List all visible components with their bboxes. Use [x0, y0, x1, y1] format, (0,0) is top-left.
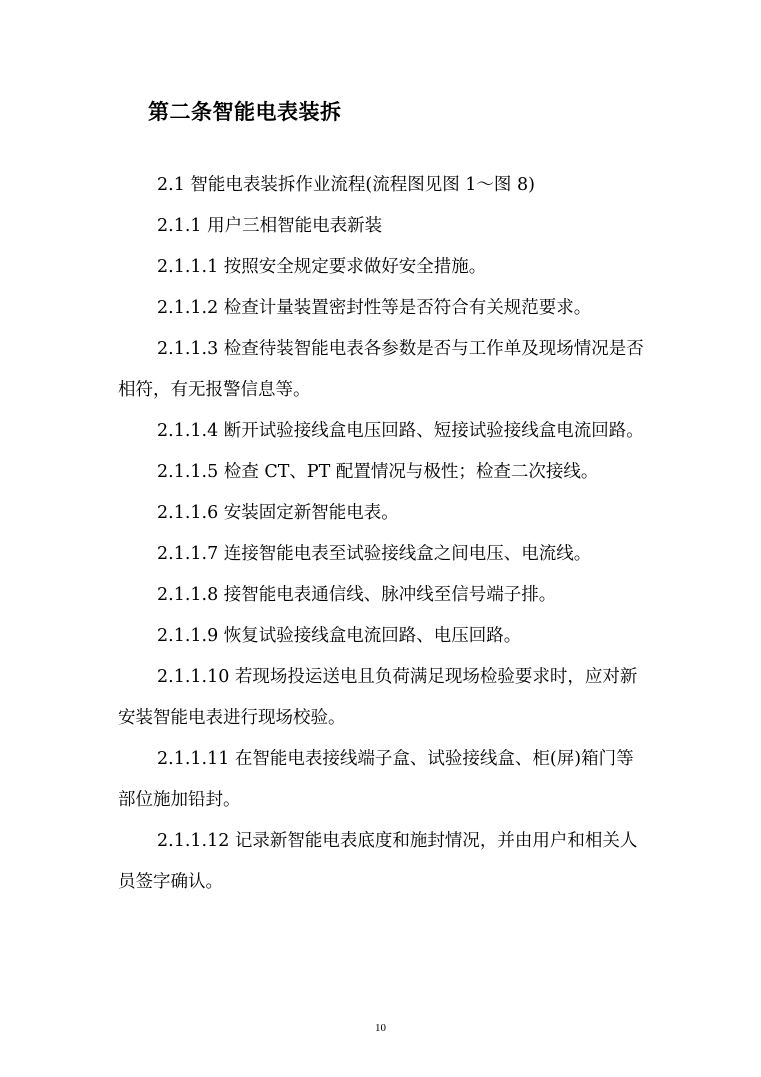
- document-body: [118, 165, 648, 903]
- paragraph-2-1-1-1: 2.1.1.1 按照安全规定要求做好安全措施。: [157, 257, 487, 277]
- paragraph-2-1-1-9: 2.1.1.9 恢复试验接线盒电流回路、电压回路。: [157, 626, 522, 646]
- paragraph-2-1-1: 2.1.1 用户三相智能电表新装: [157, 216, 383, 236]
- section-title: 第二条智能电表装拆: [148, 100, 342, 124]
- paragraph-2-1-1-11: 2.1.1.11 在智能电表接线端子盒、试验接线盒、柜(屏)箱门等部位施加铅封。: [118, 749, 634, 810]
- paragraph-2-1-1-8: 2.1.1.8 接智能电表通信线、脉冲线至信号端子排。: [157, 585, 557, 605]
- paragraph-2-1-1-3: 2.1.1.3 检查待装智能电表各参数是否与工作单及现场情况是否相符，有无报警信息等。: [118, 339, 644, 400]
- paragraph-2-1-1-7: 2.1.1.7 连接智能电表至试验接线盒之间电压、电流线。: [157, 544, 592, 564]
- paragraph-2-1-1-4: 2.1.1.4 断开试验接线盒电压回路、短接试验接线盒电流回路。: [157, 421, 644, 441]
- paragraph-2-1-1-12: 2.1.1.12 记录新智能电表底度和施封情况，并由用户和相关人员签字确认。: [118, 831, 638, 892]
- paragraph-2-1-1-2: 2.1.1.2 检查计量装置密封性等是否符合有关规范要求。: [157, 298, 592, 318]
- paragraph-2-1-1-5: 2.1.1.5 检查 CT、PT 配置情况与极性；检查二次接线。: [157, 462, 599, 482]
- paragraph-2-1-1-6: 2.1.1.6 安装固定新智能电表。: [157, 503, 399, 523]
- page-number: 10: [375, 1022, 386, 1034]
- paragraph-2-1: 2.1 智能电表装拆作业流程(流程图见图 1～图 8): [157, 175, 535, 195]
- paragraph-2-1-1-10: 2.1.1.10 若现场投运送电且负荷满足现场检验要求时，应对新安装智能电表进行现场校验。: [118, 667, 638, 728]
